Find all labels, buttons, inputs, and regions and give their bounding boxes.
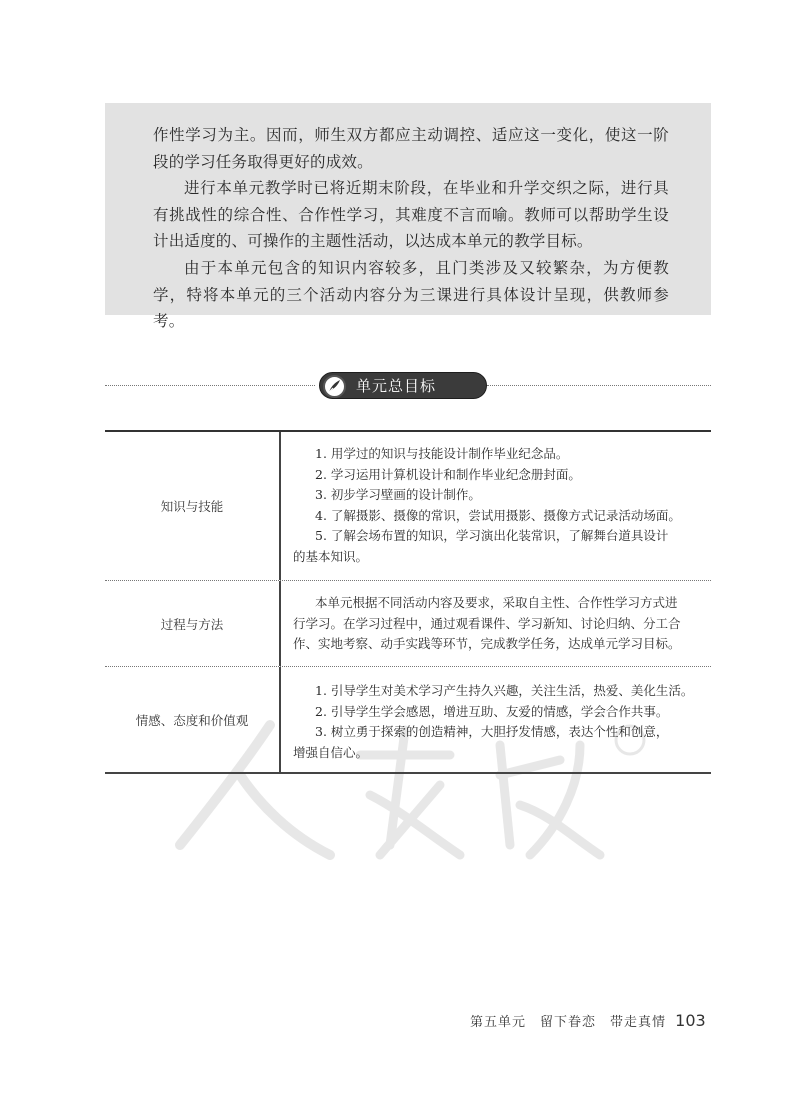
goal-category: 知识与技能 bbox=[105, 432, 281, 580]
intro-paragraph-2: 进行本单元教学时已将近期末阶段，在毕业和升学交织之际，进行具有挑战性的综合性、合作性学习，其难度不言而喻。教师可以帮助学生设计出适度的、可操作的主题性活动，以达成本单元的教学目标。 bbox=[153, 179, 669, 251]
goals-table bbox=[105, 430, 711, 774]
intro-paragraph-1: 作性学习为主。因而，师生双方都应主动调控、适应这一变化，使这一阶段的学习任务取得更好的成效。 bbox=[153, 126, 669, 171]
table-row bbox=[105, 666, 711, 772]
table-bottom-rule bbox=[105, 772, 711, 774]
goal-category: 情感、态度和价值观 bbox=[105, 667, 281, 772]
goal-content: 1. 用学过的知识与技能设计制作毕业纪念品。 2. 学习运用计算机设计和制作毕业纪念册封面。 3. 初步学习壁画的设计制作。 4. 了解摄影、摄像的常识，尝试用摄影、摄像方式记录活动场面。 5. 了解会场布置的知识，学习演出化装常识，了解舞台道具设计 的基本知识。 bbox=[293, 446, 681, 564]
running-title: 第五单元 留下眷恋 带走真情 bbox=[470, 1015, 667, 1030]
table-row bbox=[105, 580, 711, 666]
page-footer bbox=[470, 1011, 706, 1030]
goal-content: 本单元根据不同活动内容及要求，采取自主性、合作性学习方式进 行学习。在学习过程中，通过观看课件、学习新知、讨论归纳、分工合 作、实地考察、动手实践等环节，完成教学任务，达成单元学习目标。 bbox=[293, 595, 681, 651]
intro-box bbox=[105, 103, 711, 331]
divider-left bbox=[105, 385, 315, 386]
quill-icon bbox=[323, 375, 346, 398]
section-header bbox=[105, 370, 711, 400]
section-title-badge bbox=[319, 372, 487, 399]
intro-paragraph-3: 由于本单元包含的知识内容较多，且门类涉及又较繁杂，为方便教学，特将本单元的三个活动内容分为三课进行具体设计呈现，供教师参考。 bbox=[153, 258, 669, 331]
section-title: 单元总目标 bbox=[356, 377, 437, 395]
goal-content: 1. 引导学生对美术学习产生持久兴趣，关注生活，热爱、美化生活。 2. 引导学生学会感恩，增进互助、友爱的情感，学会合作共事。 3. 树立勇于探索的创造精神，大胆抒发情感，表达个性和创意， 增强自信心。 bbox=[293, 683, 694, 760]
page-number: 103 bbox=[675, 1011, 706, 1030]
goal-category: 过程与方法 bbox=[105, 581, 281, 666]
table-row bbox=[105, 432, 711, 580]
divider-right bbox=[487, 385, 711, 386]
